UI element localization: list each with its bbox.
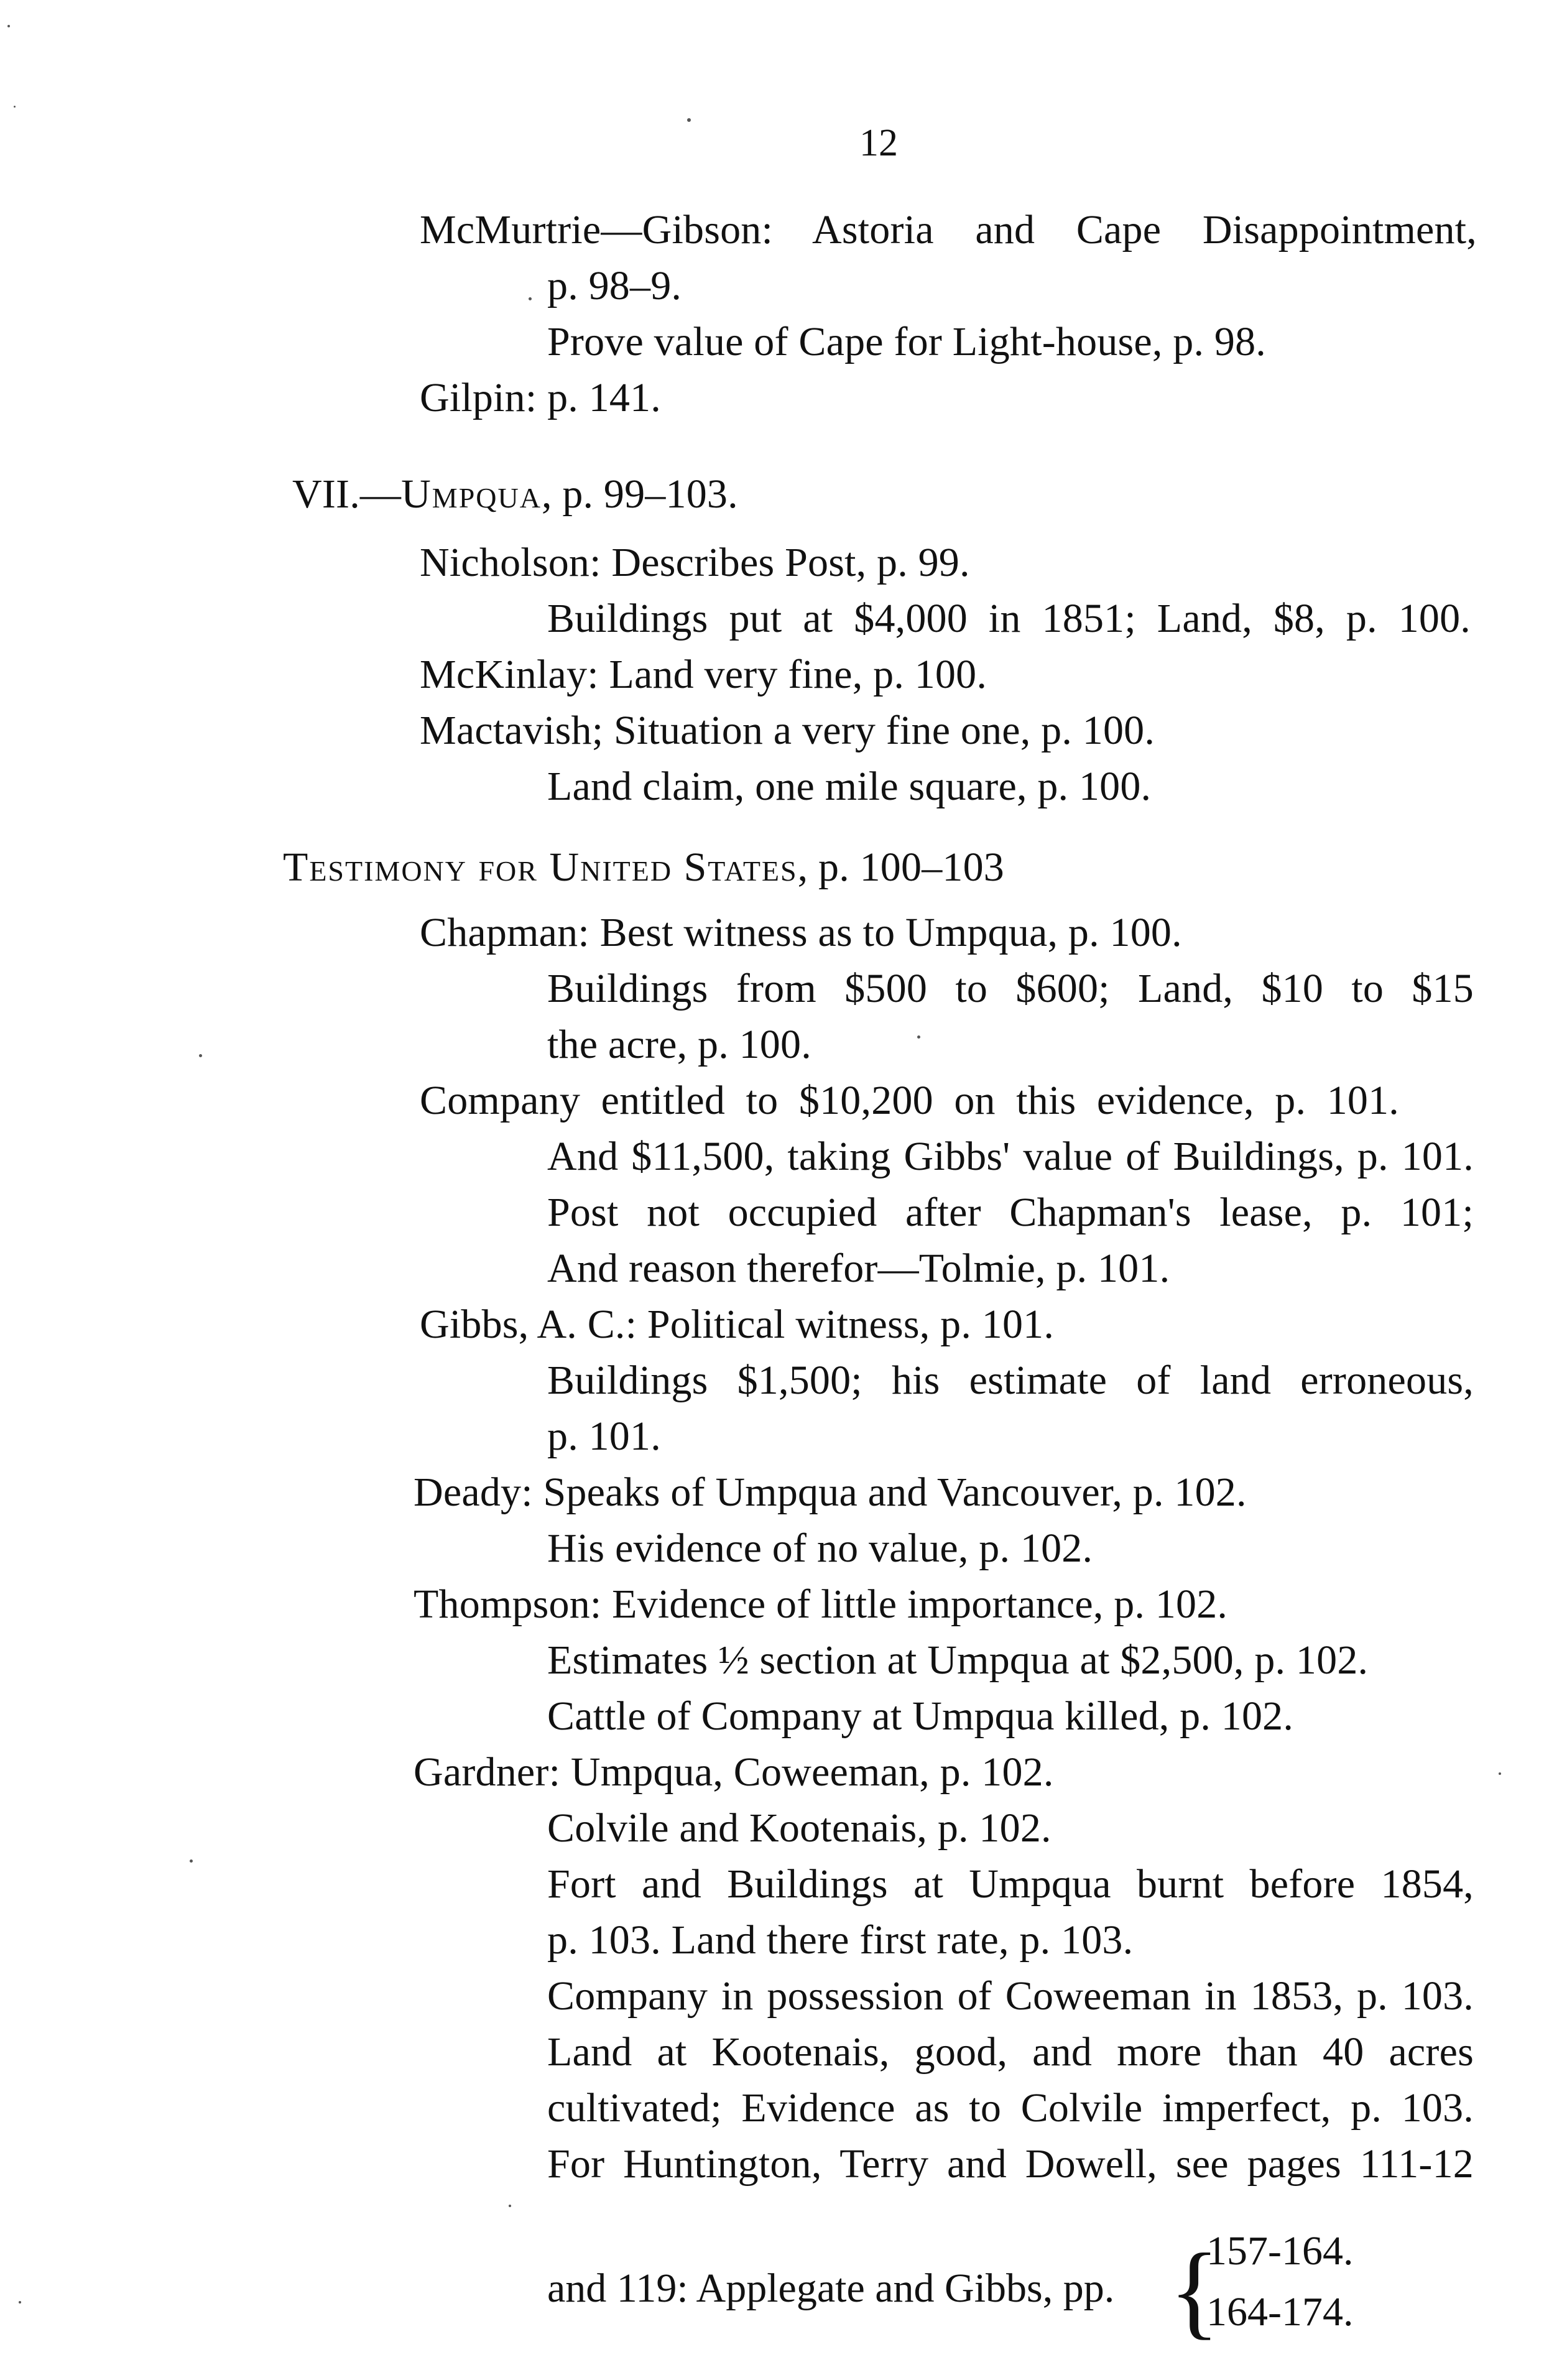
- scan-speck: [1499, 1772, 1501, 1775]
- entry-company-sub2: Post not occupied after Chapman's lease, p. 101;: [547, 1190, 1474, 1235]
- entry-nicholson-sub: Buildings put at $4,000 in 1851; Land, $8, p. 100.: [547, 596, 1471, 641]
- entry-mactavish-sub: Land claim, one mile square, p. 100.: [547, 764, 1152, 809]
- curly-brace: {: [1169, 2232, 1220, 2349]
- entry-gibbs-sub1: Buildings $1,500; his estimate of land erroneous,: [547, 1358, 1474, 1403]
- section-heading-umpqua: [292, 470, 738, 519]
- scan-speck: [7, 25, 10, 27]
- section-numeral: VII.—: [292, 471, 402, 517]
- brace-lead-text: and 119: Applegate and Gibbs, pp.: [547, 2266, 1115, 2311]
- page-reference-brace-block: [547, 2226, 1418, 2351]
- entry-chapman: Chapman: Best witness as to Umpqua, p. 100.: [420, 910, 1182, 955]
- entry-deady-sub: His evidence of no value, p. 102.: [547, 1526, 1093, 1571]
- entry-company-sub3: And reason therefor—Tolmie, p. 101.: [547, 1246, 1170, 1291]
- entry-gardner: Gardner: Umpqua, Coweeman, p. 102.: [414, 1749, 1054, 1795]
- entry-company-sub1: And $11,500, taking Gibbs' value of Buildings, p. 101.: [547, 1134, 1474, 1179]
- entry-thompson-sub2: Cattle of Company at Umpqua killed, p. 102.: [547, 1693, 1294, 1739]
- entry-gibbs-sub2: p. 101.: [547, 1414, 661, 1459]
- entry-gardner-sub1: Colvile and Kootenais, p. 102.: [547, 1805, 1052, 1851]
- entry-gilpin: Gilpin: p. 141.: [420, 375, 662, 420]
- entry-mcmurtrie-pages: p. 98–9.: [547, 263, 682, 308]
- entry-deady: Deady: Speaks of Umpqua and Vancouver, p. 102.: [414, 1470, 1247, 1515]
- entry-chapman-sub1: Buildings from $500 to $600; Land, $10 to $15: [547, 966, 1474, 1011]
- entry-gardner-sub2: Fort and Buildings at Umpqua burnt before 1854,: [547, 1861, 1474, 1907]
- testimony-title: Testimony for United States: [283, 845, 798, 890]
- section-pages: , p. 99–103.: [541, 471, 738, 517]
- entry-mcmurtrie: McMurtrie—Gibson: Astoria and Cape Disappointment,: [420, 207, 1477, 252]
- entry-mckinlay: McKinlay: Land very fine, p. 100.: [420, 652, 987, 697]
- entry-gardner-sub5: Land at Kootenais, good, and more than 40 acres: [547, 2029, 1474, 2075]
- brace-range-top: 157-164.: [1206, 2228, 1354, 2274]
- entry-thompson-sub1: Estimates ½ section at Umpqua at $2,500, p. 102.: [547, 1637, 1369, 1683]
- entry-nicholson: Nicholson: Describes Post, p. 99.: [420, 540, 970, 585]
- scan-speck: [190, 1859, 193, 1863]
- entry-gibbs: Gibbs, A. C.: Political witness, p. 101.: [420, 1302, 1055, 1347]
- entry-gardner-sub7: For Huntington, Terry and Dowell, see pages 111-12: [547, 2141, 1474, 2187]
- scan-speck: [19, 2301, 21, 2304]
- entry-chapman-sub2: the acre, p. 100.: [547, 1022, 811, 1067]
- scan-speck: [529, 297, 532, 300]
- entry-company: Company entitled to $10,200 on this evidence, p. 101.: [420, 1078, 1399, 1123]
- scan-speck: [687, 118, 691, 122]
- entry-gardner-sub6: cultivated; Evidence as to Colvile imperfect, p. 103.: [547, 2085, 1474, 2131]
- brace-range-bottom: 164-174.: [1206, 2289, 1354, 2335]
- entry-gardner-sub3: p. 103. Land there first rate, p. 103.: [547, 1917, 1134, 1963]
- scan-speck: [509, 2205, 511, 2207]
- entry-mactavish: Mactavish; Situation a very fine one, p. 100.: [420, 708, 1155, 753]
- entry-thompson: Thompson: Evidence of little importance, p. 102.: [414, 1581, 1228, 1627]
- section-title: Umpqua: [401, 471, 542, 517]
- testimony-pages: , p. 100–103: [797, 845, 1005, 890]
- page-number: 12: [859, 122, 898, 164]
- entry-gardner-sub4: Company in possession of Coweeman in 1853, p. 103.: [547, 1973, 1474, 2019]
- scan-speck: [917, 1035, 920, 1039]
- section-heading-testimony: [283, 843, 1004, 892]
- scan-speck: [14, 106, 16, 108]
- scan-speck: [199, 1054, 202, 1057]
- entry-mcmurtrie-sub: Prove value of Cape for Light-house, p. 98.: [547, 319, 1266, 364]
